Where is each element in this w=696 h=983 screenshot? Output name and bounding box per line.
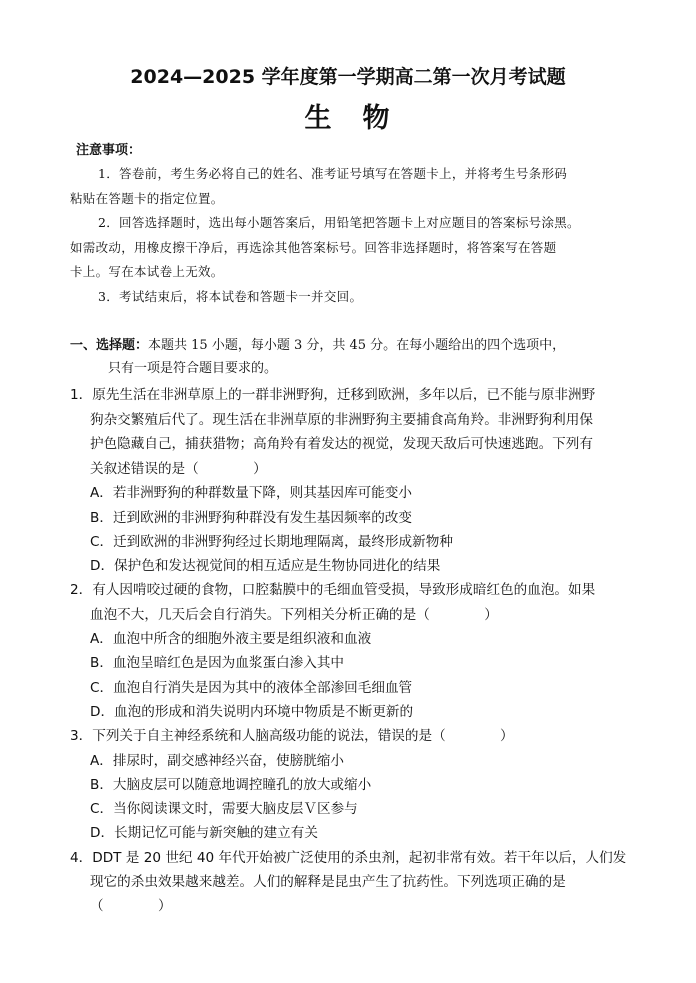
question-4-line: 4．DDT 是 20 世纪 40 年代开始被广泛使用的杀虫剂，起初非常有效。若干年以后，人们发 (70, 850, 627, 866)
question-2-option-a: A．血泡中所含的细胞外液主要是组织液和血液 (90, 631, 372, 647)
question-1-option-a: A．若非洲野狗的种群数量下降，则其基因库可能变小 (90, 485, 412, 501)
question-3-line: 3．下列关于自主神经系统和人脑高级功能的说法，错误的是（ ） (70, 728, 514, 744)
section-instructions: 本题共 15 小题，每小题 3 分，共 45 分。在每小题给出的四个选项中， (148, 338, 566, 353)
section-instructions-cont: 只有一项是符合题目要求的。 (108, 361, 278, 376)
question-1-option-b: B．迁到欧洲的非洲野狗种群没有发生基因频率的改变 (90, 510, 412, 526)
notice-line: 1．答卷前，考生务必将自己的姓名、准考证号填写在答题卡上，并将考生号条形码 (98, 166, 568, 181)
question-1-line: 1．原先生活在非洲草原上的一群非洲野狗，迁移到欧洲，多年以后，已不能与原非洲野 (70, 387, 596, 403)
question-2-option-b: B．血泡呈暗红色是因为血浆蛋白渗入其中 (90, 655, 345, 671)
question-2-line: 2．有人因啃咬过硬的食物，口腔黏膜中的毛细血管受损，导致形成暗红色的血泡。如果 (70, 582, 596, 598)
notice-line: 3．考试结束后，将本试卷和答题卡一并交回。 (98, 289, 363, 304)
notice-line: 粘贴在答题卡的指定位置。 (70, 191, 224, 206)
question-3-option-a: A．排尿时，副交感神经兴奋，使膀胱缩小 (90, 753, 344, 769)
notice-line: 如需改动，用橡皮擦干净后，再选涂其他答案标号。回答非选择题时，将答案写在答题 (70, 240, 557, 255)
question-1-line: 关叙述错误的是（ ） (90, 461, 267, 477)
question-4-line: （ ） (90, 898, 172, 914)
notice-heading: 注意事项： (76, 143, 142, 158)
question-4-line: 现它的杀虫效果越来越差。人们的解释是昆虫产生了抗药性。下列选项正确的是 (90, 874, 566, 890)
question-1-option-d: D．保护色和发达视觉间的相互适应是生物协同进化的结果 (90, 558, 441, 574)
section-label: 一、选择题： (70, 338, 149, 353)
question-1-line: 护色隐藏自己，捕获猎物；高角羚有着发达的视觉，发现天敌后可快速逃跑。下列有 (90, 436, 593, 452)
question-3-option-c: C．当你阅读课文时，需要大脑皮层Ｖ区参与 (90, 801, 358, 817)
section-heading (70, 334, 565, 353)
question-2-line: 血泡不大，几天后会自行消失。下列相关分析正确的是（ ） (90, 607, 498, 623)
exam-title: 2024—2025 学年度第一学期高二第一次月考试题 (130, 66, 566, 88)
question-2-option-d: D．血泡的形成和消失说明内环境中物质是不断更新的 (90, 704, 414, 720)
question-1-line: 狗杂交繁殖后代了。现生活在非洲草原的非洲野狗主要捕食高角羚。非洲野狗利用保 (90, 412, 593, 428)
question-3-option-b: B．大脑皮层可以随意地调控瞳孔的放大或缩小 (90, 777, 372, 793)
question-2-option-c: C．血泡自行消失是因为其中的液体全部渗回毛细血管 (90, 680, 413, 696)
question-1-option-c: C．迁到欧洲的非洲野狗经过长期地理隔离，最终形成新物种 (90, 534, 453, 550)
notice-line: 2．回答选择题时，选出每小题答案后，用铅笔把答题卡上对应题目的答案标号涂黑。 (98, 215, 580, 230)
notice-line: 卡上。写在本试卷上无效。 (70, 264, 224, 279)
question-3-option-d: D．长期记忆可能与新突触的建立有关 (90, 825, 318, 841)
subject-title: 生 物 (304, 103, 392, 134)
